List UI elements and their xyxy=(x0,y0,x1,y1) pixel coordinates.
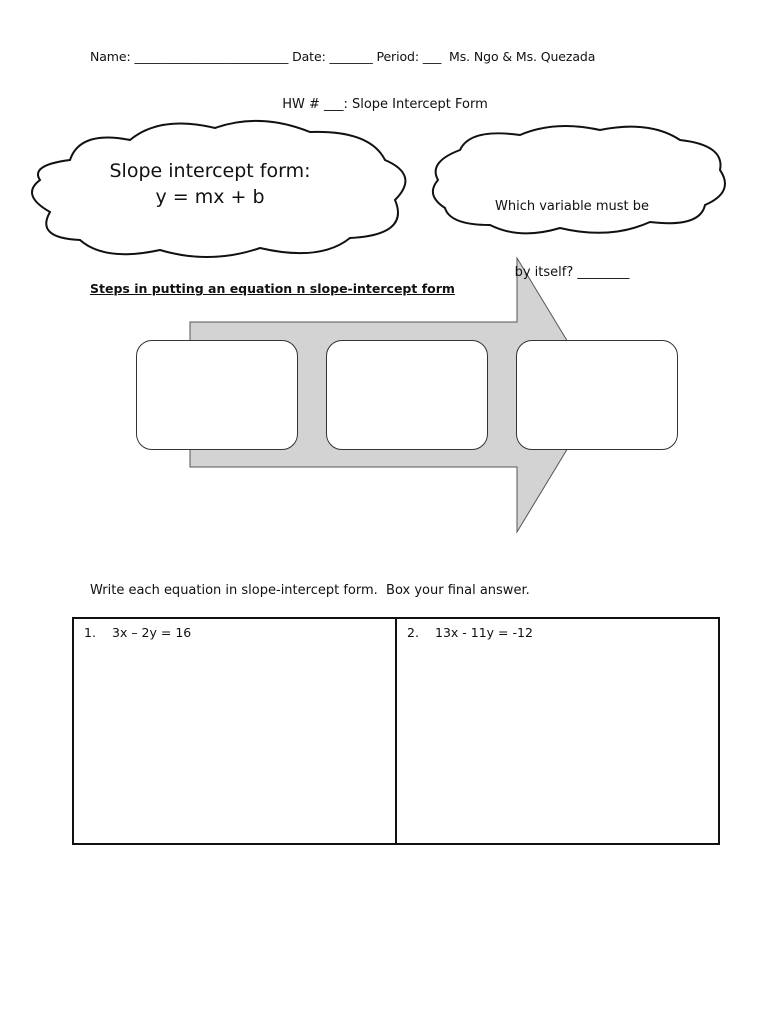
variable-question-line2: by itself? ________ xyxy=(514,265,630,280)
steps-heading: Steps in putting an equation n slope-intercept form xyxy=(90,281,455,296)
cloud-left-text xyxy=(80,158,340,210)
page-title: HW # ___: Slope Intercept Form xyxy=(282,97,488,112)
header-info-line: Name: _________________________ Date: _______ Period: ___ Ms. Ngo & Ms. Quezada xyxy=(90,49,596,64)
step-box-2 xyxy=(326,340,488,450)
step-box-3 xyxy=(516,340,678,450)
cloud-right-text xyxy=(462,152,682,306)
problem-cell-2 xyxy=(395,619,718,843)
slope-form-label: Slope intercept form: xyxy=(109,160,311,182)
problem-number: 1. xyxy=(84,625,96,640)
problem-cell-1 xyxy=(74,619,395,843)
instructions: Write each equation in slope-intercept form. Box your final answer. xyxy=(90,583,530,598)
slope-form-equation: y = mx + b xyxy=(155,186,265,208)
problem-equation: 3x – 2y = 16 xyxy=(112,625,192,640)
variable-question-line1: Which variable must be xyxy=(495,199,649,214)
problem-table xyxy=(72,617,720,845)
problem-equation: 13x - 11y = -12 xyxy=(435,625,533,640)
problem-number: 2. xyxy=(407,625,419,640)
step-box-1 xyxy=(136,340,298,450)
